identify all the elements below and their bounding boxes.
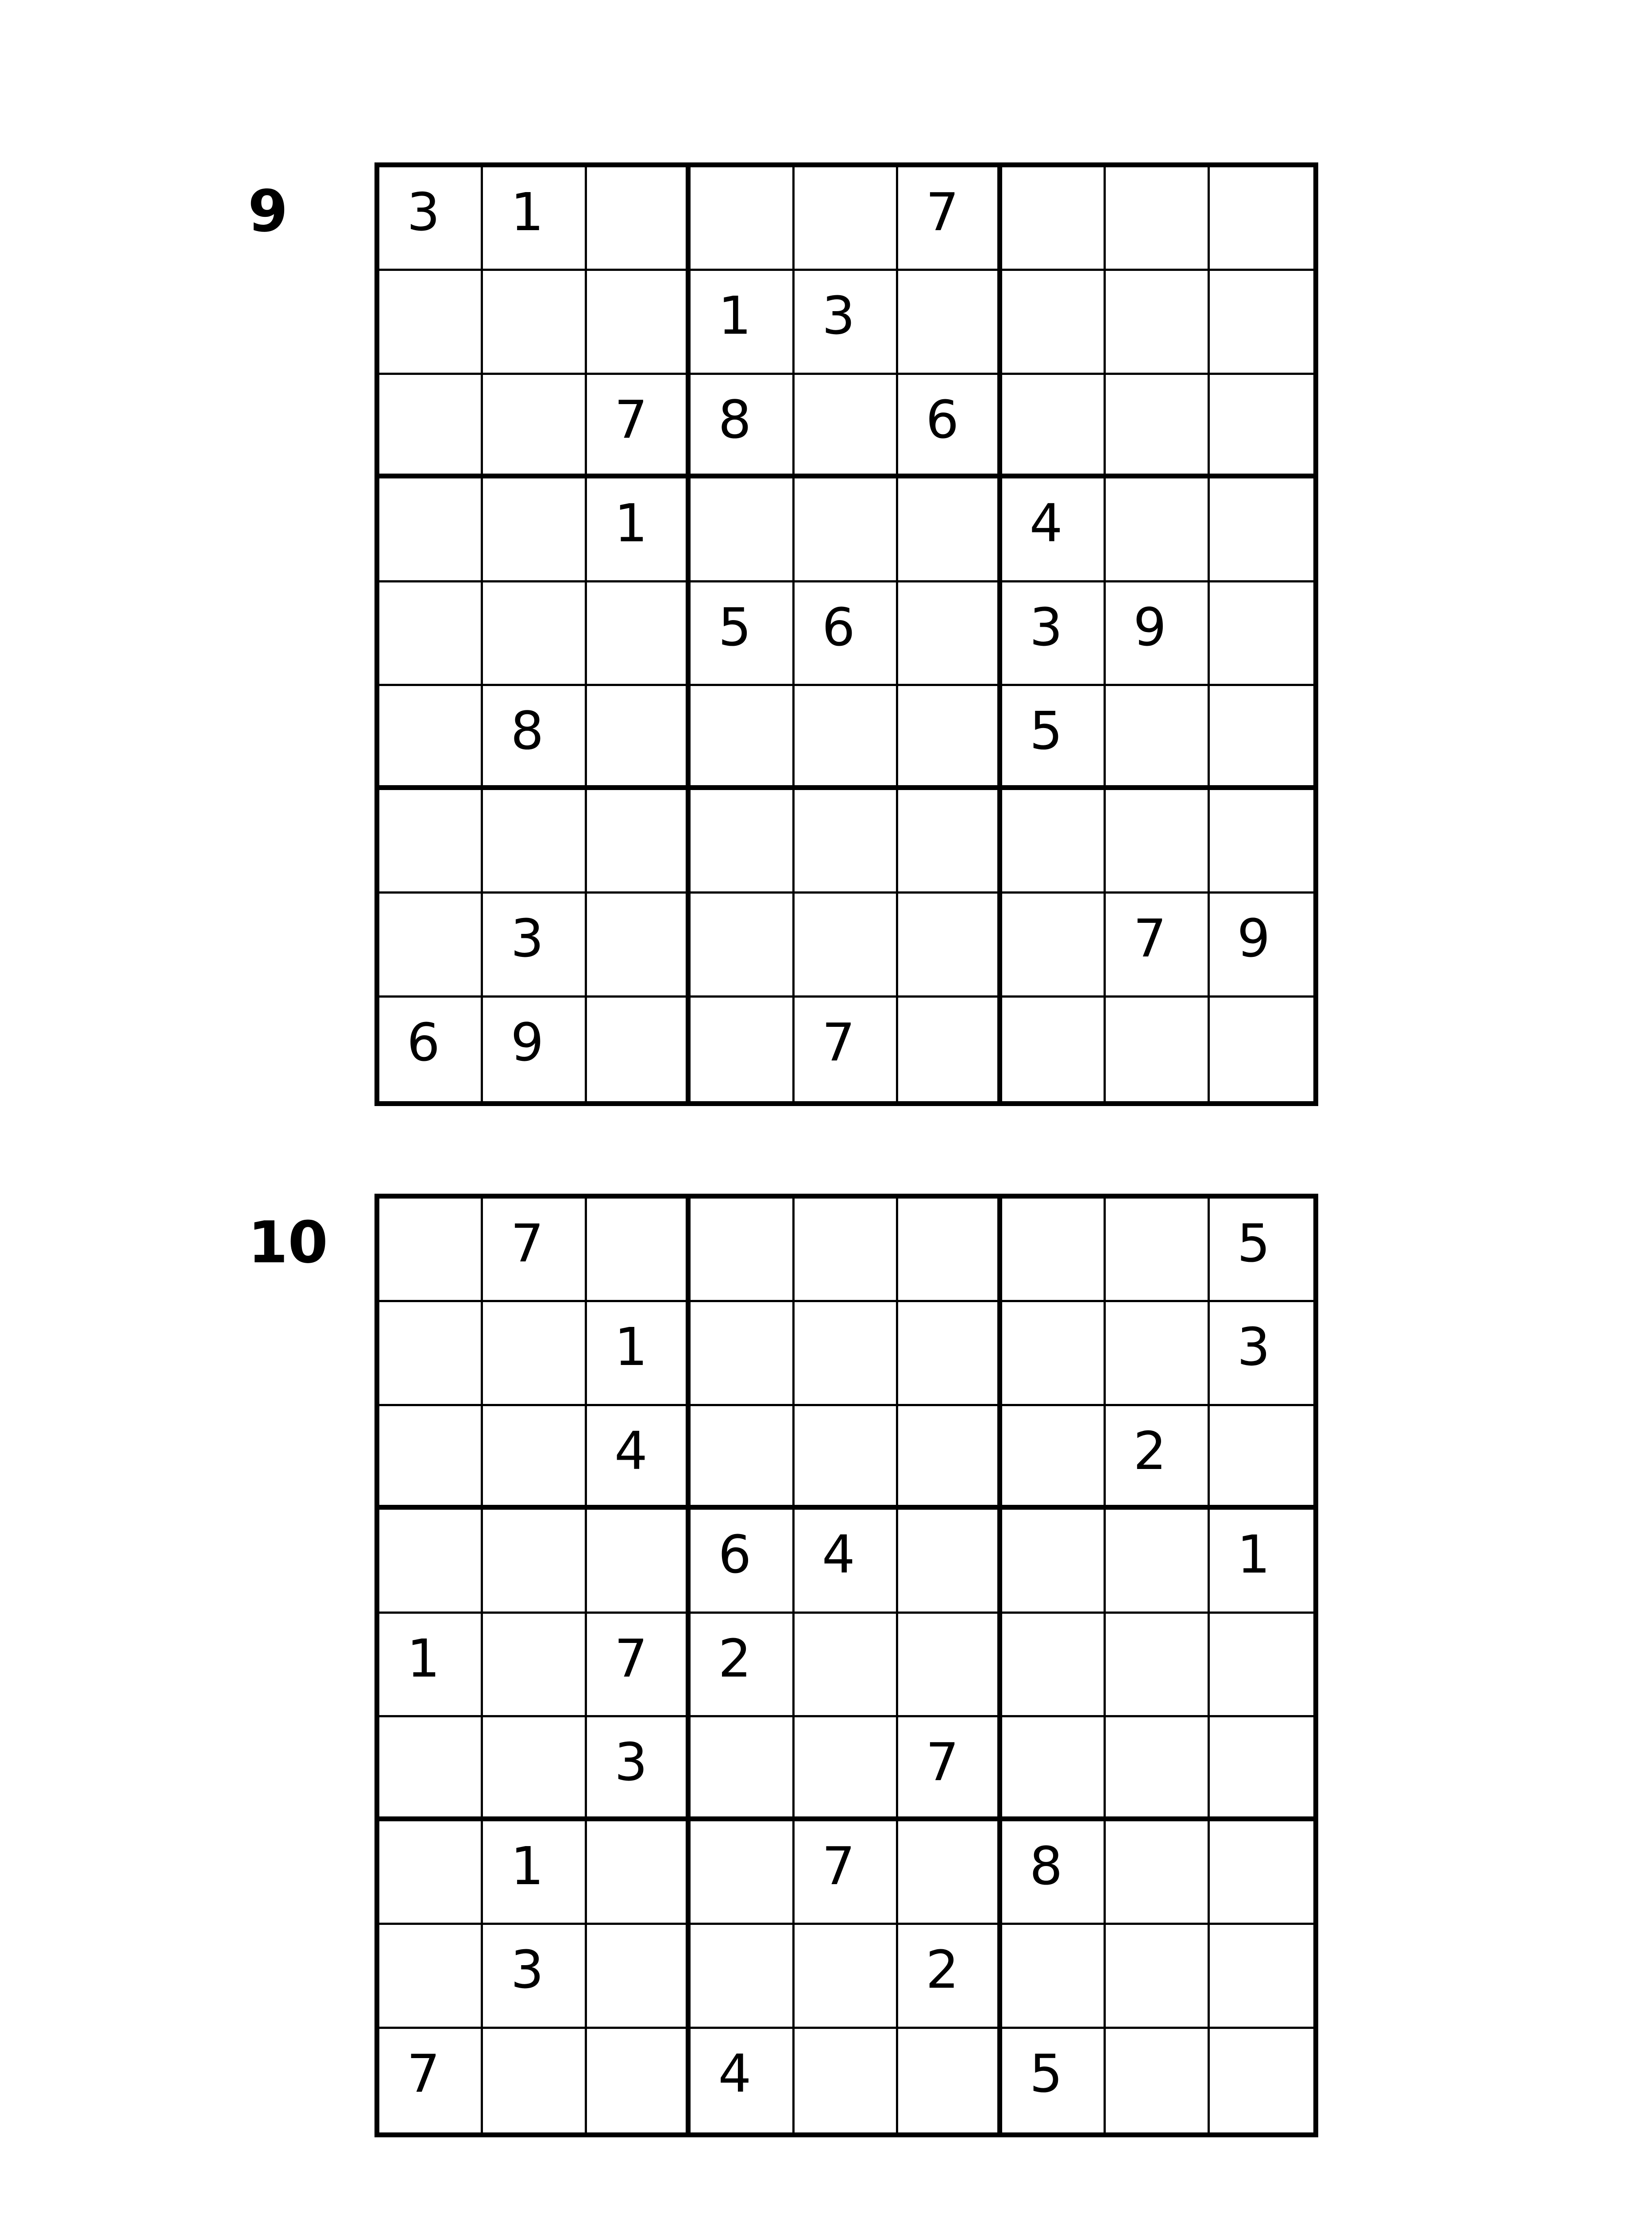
sudoku-cell[interactable] — [1106, 790, 1209, 894]
sudoku-cell[interactable] — [587, 790, 691, 894]
sudoku-cell[interactable] — [795, 1199, 898, 1302]
sudoku-cell[interactable] — [795, 271, 898, 374]
sudoku-cell[interactable] — [587, 1717, 691, 1821]
sudoku-cell[interactable] — [1002, 790, 1106, 894]
puzzle-number-10: 10 — [248, 1209, 328, 1276]
cell-digit: 8 — [1029, 1835, 1063, 1897]
cell-digit: 9 — [1133, 596, 1167, 658]
cell-digit: 3 — [1029, 596, 1063, 658]
sudoku-cell[interactable] — [483, 1199, 587, 1302]
sudoku-cell[interactable] — [379, 2029, 483, 2132]
cell-digit: 9 — [1237, 908, 1270, 969]
cell-digit: 4 — [1029, 493, 1063, 554]
sudoku-cell[interactable] — [691, 1406, 794, 1510]
sudoku-cell[interactable] — [379, 1302, 483, 1406]
sudoku-cell[interactable] — [795, 1406, 898, 1510]
sudoku-cell[interactable] — [898, 1717, 1002, 1821]
sudoku-cell[interactable] — [1002, 478, 1106, 582]
sudoku-cell[interactable] — [587, 1199, 691, 1302]
sudoku-cell[interactable] — [483, 998, 587, 1101]
sudoku-cell[interactable] — [483, 2029, 587, 2132]
sudoku-cell[interactable] — [795, 894, 898, 997]
cell-digit: 6 — [822, 596, 855, 658]
sudoku-cell[interactable] — [1106, 167, 1209, 271]
sudoku-cell[interactable] — [898, 1821, 1002, 1925]
sudoku-cell[interactable] — [1106, 1302, 1209, 1406]
sudoku-cell[interactable] — [1210, 1821, 1313, 1925]
sudoku-cell[interactable] — [691, 271, 794, 374]
sudoku-cell[interactable] — [1210, 1510, 1313, 1613]
sudoku-cell[interactable] — [1210, 894, 1313, 997]
cell-digit: 7 — [614, 389, 648, 450]
cell-digit: 4 — [614, 1420, 648, 1481]
sudoku-cell[interactable] — [1210, 998, 1313, 1101]
sudoku-cell[interactable] — [691, 167, 794, 271]
sudoku-cell[interactable] — [691, 1821, 794, 1925]
sudoku-grid-9 — [374, 162, 1318, 1106]
sudoku-cell[interactable] — [1210, 1302, 1313, 1406]
sudoku-cell[interactable] — [1002, 1614, 1106, 1717]
cell-digit: 6 — [718, 1524, 752, 1585]
sudoku-cell[interactable] — [1106, 478, 1209, 582]
sudoku-cell[interactable] — [379, 894, 483, 997]
sudoku-cell[interactable] — [1106, 271, 1209, 374]
sudoku-cell[interactable] — [1002, 1717, 1106, 1821]
sudoku-cell[interactable] — [483, 1510, 587, 1613]
sudoku-cell[interactable] — [379, 1821, 483, 1925]
cell-digit: 3 — [822, 285, 855, 347]
sudoku-cell[interactable] — [898, 1406, 1002, 1510]
sudoku-cell[interactable] — [587, 686, 691, 790]
sudoku-cell[interactable] — [898, 1199, 1002, 1302]
sudoku-cell[interactable] — [691, 998, 794, 1101]
sudoku-cell[interactable] — [1002, 167, 1106, 271]
sudoku-cell[interactable] — [1210, 582, 1313, 686]
cell-digit: 2 — [926, 1939, 959, 2001]
sudoku-cell[interactable] — [898, 686, 1002, 790]
sudoku-cell[interactable] — [1210, 1925, 1313, 2028]
cell-digit: 7 — [822, 1835, 855, 1897]
sudoku-cell[interactable] — [795, 1717, 898, 1821]
cell-digit: 1 — [614, 1316, 648, 1378]
sudoku-cell[interactable] — [691, 686, 794, 790]
sudoku-cell[interactable] — [691, 582, 794, 686]
cell-digit: 1 — [614, 493, 648, 554]
sudoku-cell[interactable] — [795, 478, 898, 582]
sudoku-cell[interactable] — [483, 1821, 587, 1925]
sudoku-cell[interactable] — [1106, 998, 1209, 1101]
sudoku-cell[interactable] — [587, 1925, 691, 2028]
sudoku-cell[interactable] — [587, 1510, 691, 1613]
sudoku-cell[interactable] — [1002, 1821, 1106, 1925]
sudoku-cell[interactable] — [898, 478, 1002, 582]
sudoku-cell[interactable] — [1106, 1821, 1209, 1925]
sudoku-cell[interactable] — [483, 167, 587, 271]
sudoku-cell[interactable] — [1002, 1510, 1106, 1613]
sudoku-cell[interactable] — [691, 790, 794, 894]
sudoku-cell[interactable] — [795, 790, 898, 894]
cell-digit: 4 — [822, 1524, 855, 1585]
sudoku-cell[interactable] — [1106, 2029, 1209, 2132]
sudoku-cell[interactable] — [1106, 1717, 1209, 1821]
sudoku-cell[interactable] — [379, 1510, 483, 1613]
sudoku-cell[interactable] — [1002, 686, 1106, 790]
sudoku-cell[interactable] — [587, 1406, 691, 1510]
cell-digit: 6 — [926, 389, 959, 450]
cell-digit: 3 — [510, 908, 544, 969]
cell-digit: 2 — [718, 1627, 752, 1689]
sudoku-cell[interactable] — [898, 790, 1002, 894]
cell-digit: 3 — [407, 181, 440, 243]
cell-digit: 1 — [1237, 1524, 1270, 1585]
sudoku-cell[interactable] — [1210, 1406, 1313, 1510]
cell-digit: 6 — [407, 1011, 440, 1073]
cell-digit: 3 — [614, 1731, 648, 1793]
sudoku-cell[interactable] — [1002, 1199, 1106, 1302]
cell-digit: 9 — [510, 1011, 544, 1073]
cell-digit: 4 — [718, 2043, 752, 2104]
sudoku-cell[interactable] — [1002, 1406, 1106, 1510]
sudoku-cell[interactable] — [898, 1925, 1002, 2028]
sudoku-cell[interactable] — [898, 2029, 1002, 2132]
cell-digit: 7 — [1133, 908, 1167, 969]
cell-digit: 1 — [407, 1627, 440, 1689]
sudoku-cell[interactable] — [483, 1302, 587, 1406]
sudoku-cell[interactable] — [691, 1717, 794, 1821]
sudoku-cell[interactable] — [1106, 1925, 1209, 2028]
sudoku-cell[interactable] — [898, 375, 1002, 478]
sudoku-cell[interactable] — [379, 1614, 483, 1717]
sudoku-cell[interactable] — [587, 375, 691, 478]
cell-digit: 5 — [718, 596, 752, 658]
sudoku-cell[interactable] — [379, 1199, 483, 1302]
sudoku-cell[interactable] — [691, 478, 794, 582]
cell-digit: 7 — [926, 181, 959, 243]
sudoku-cell[interactable] — [379, 790, 483, 894]
sudoku-cell[interactable] — [1210, 1717, 1313, 1821]
sudoku-cell[interactable] — [379, 271, 483, 374]
sudoku-cell[interactable] — [1106, 582, 1209, 686]
sudoku-cell[interactable] — [898, 271, 1002, 374]
sudoku-cell[interactable] — [795, 582, 898, 686]
sudoku-cell[interactable] — [483, 790, 587, 894]
sudoku-cell[interactable] — [483, 1614, 587, 1717]
sudoku-cell[interactable] — [898, 894, 1002, 997]
cell-digit: 2 — [1133, 1420, 1167, 1481]
sudoku-cell[interactable] — [1002, 271, 1106, 374]
cell-digit: 5 — [1237, 1213, 1270, 1274]
sudoku-cell[interactable] — [587, 478, 691, 582]
sudoku-cell[interactable] — [795, 1614, 898, 1717]
sudoku-cell[interactable] — [483, 1717, 587, 1821]
sudoku-cell[interactable] — [795, 998, 898, 1101]
sudoku-cell[interactable] — [483, 686, 587, 790]
sudoku-cell[interactable] — [379, 998, 483, 1101]
sudoku-cell[interactable] — [1106, 1406, 1209, 1510]
sudoku-cell[interactable] — [691, 1199, 794, 1302]
sudoku-cell[interactable] — [1002, 1302, 1106, 1406]
cell-digit: 3 — [1237, 1316, 1270, 1378]
sudoku-cell[interactable] — [1210, 686, 1313, 790]
sudoku-cell[interactable] — [483, 271, 587, 374]
sudoku-cell[interactable] — [587, 167, 691, 271]
sudoku-cell[interactable] — [1210, 2029, 1313, 2132]
cell-digit: 8 — [718, 389, 752, 450]
sudoku-cell[interactable] — [1210, 478, 1313, 582]
sudoku-cell[interactable] — [795, 2029, 898, 2132]
sudoku-cell[interactable] — [795, 1302, 898, 1406]
cell-digit: 5 — [1029, 2043, 1063, 2104]
sudoku-cell[interactable] — [795, 1821, 898, 1925]
sudoku-cell[interactable] — [379, 167, 483, 271]
sudoku-cell[interactable] — [1002, 998, 1106, 1101]
sudoku-cell[interactable] — [898, 167, 1002, 271]
sudoku-cell[interactable] — [483, 894, 587, 997]
sudoku-cell[interactable] — [1002, 894, 1106, 997]
sudoku-cell[interactable] — [691, 1510, 794, 1613]
sudoku-cell[interactable] — [1210, 375, 1313, 478]
sudoku-cell[interactable] — [379, 582, 483, 686]
sudoku-cell[interactable] — [1210, 1199, 1313, 1302]
sudoku-cell[interactable] — [1106, 686, 1209, 790]
sudoku-cell[interactable] — [795, 1925, 898, 2028]
sudoku-cell[interactable] — [483, 1406, 587, 1510]
sudoku-cell[interactable] — [691, 1302, 794, 1406]
cell-digit: 1 — [510, 1835, 544, 1897]
cell-digit: 3 — [510, 1939, 544, 2001]
sudoku-cell[interactable] — [379, 1717, 483, 1821]
sudoku-cell[interactable] — [379, 1406, 483, 1510]
sudoku-cell[interactable] — [379, 478, 483, 582]
sudoku-cell[interactable] — [691, 1925, 794, 2028]
cell-digit: 8 — [510, 700, 544, 762]
cell-digit: 7 — [822, 1011, 855, 1073]
cell-digit: 7 — [614, 1627, 648, 1689]
sudoku-cell[interactable] — [795, 686, 898, 790]
sudoku-cell[interactable] — [898, 1614, 1002, 1717]
sudoku-cell[interactable] — [483, 582, 587, 686]
sudoku-cell[interactable] — [691, 375, 794, 478]
sudoku-cell[interactable] — [1002, 375, 1106, 478]
cell-digit: 1 — [510, 181, 544, 243]
cell-digit: 7 — [510, 1213, 544, 1274]
sudoku-cell[interactable] — [1106, 894, 1209, 997]
sudoku-cell[interactable] — [1002, 1925, 1106, 2028]
puzzle-number-9: 9 — [248, 177, 288, 245]
sudoku-cell[interactable] — [795, 375, 898, 478]
cell-digit: 7 — [407, 2043, 440, 2104]
sudoku-cell[interactable] — [795, 167, 898, 271]
sudoku-cell[interactable] — [1106, 1199, 1209, 1302]
sudoku-cell[interactable] — [587, 998, 691, 1101]
cell-digit: 1 — [718, 285, 752, 347]
sudoku-cell[interactable] — [587, 2029, 691, 2132]
sudoku-cell[interactable] — [898, 582, 1002, 686]
sudoku-cell[interactable] — [379, 686, 483, 790]
sudoku-cell[interactable] — [587, 1302, 691, 1406]
sudoku-cell[interactable] — [379, 1925, 483, 2028]
sudoku-cell[interactable] — [1106, 1614, 1209, 1717]
sudoku-cell[interactable] — [898, 1302, 1002, 1406]
sudoku-cell[interactable] — [483, 375, 587, 478]
cell-digit: 7 — [926, 1731, 959, 1793]
sudoku-cell[interactable] — [691, 1614, 794, 1717]
sudoku-cell[interactable] — [1210, 790, 1313, 894]
sudoku-cell[interactable] — [587, 1614, 691, 1717]
sudoku-cell[interactable] — [379, 375, 483, 478]
sudoku-cell[interactable] — [587, 271, 691, 374]
sudoku-cell[interactable] — [587, 1821, 691, 1925]
sudoku-cell[interactable] — [1210, 167, 1313, 271]
sudoku-grid-10 — [374, 1194, 1318, 2137]
sudoku-cell[interactable] — [1002, 2029, 1106, 2132]
sudoku-cell[interactable] — [587, 894, 691, 997]
sudoku-cell[interactable] — [483, 478, 587, 582]
sudoku-cell[interactable] — [1210, 1614, 1313, 1717]
sudoku-cell[interactable] — [1002, 582, 1106, 686]
sudoku-cell[interactable] — [691, 894, 794, 997]
sudoku-cell[interactable] — [587, 582, 691, 686]
sudoku-cell[interactable] — [898, 1510, 1002, 1613]
cell-digit: 5 — [1029, 700, 1063, 762]
sudoku-cell[interactable] — [691, 2029, 794, 2132]
sudoku-cell[interactable] — [1106, 1510, 1209, 1613]
sudoku-cell[interactable] — [483, 1925, 587, 2028]
sudoku-cell[interactable] — [1106, 375, 1209, 478]
sudoku-cell[interactable] — [1210, 271, 1313, 374]
sudoku-cell[interactable] — [795, 1510, 898, 1613]
sudoku-cell[interactable] — [898, 998, 1002, 1101]
